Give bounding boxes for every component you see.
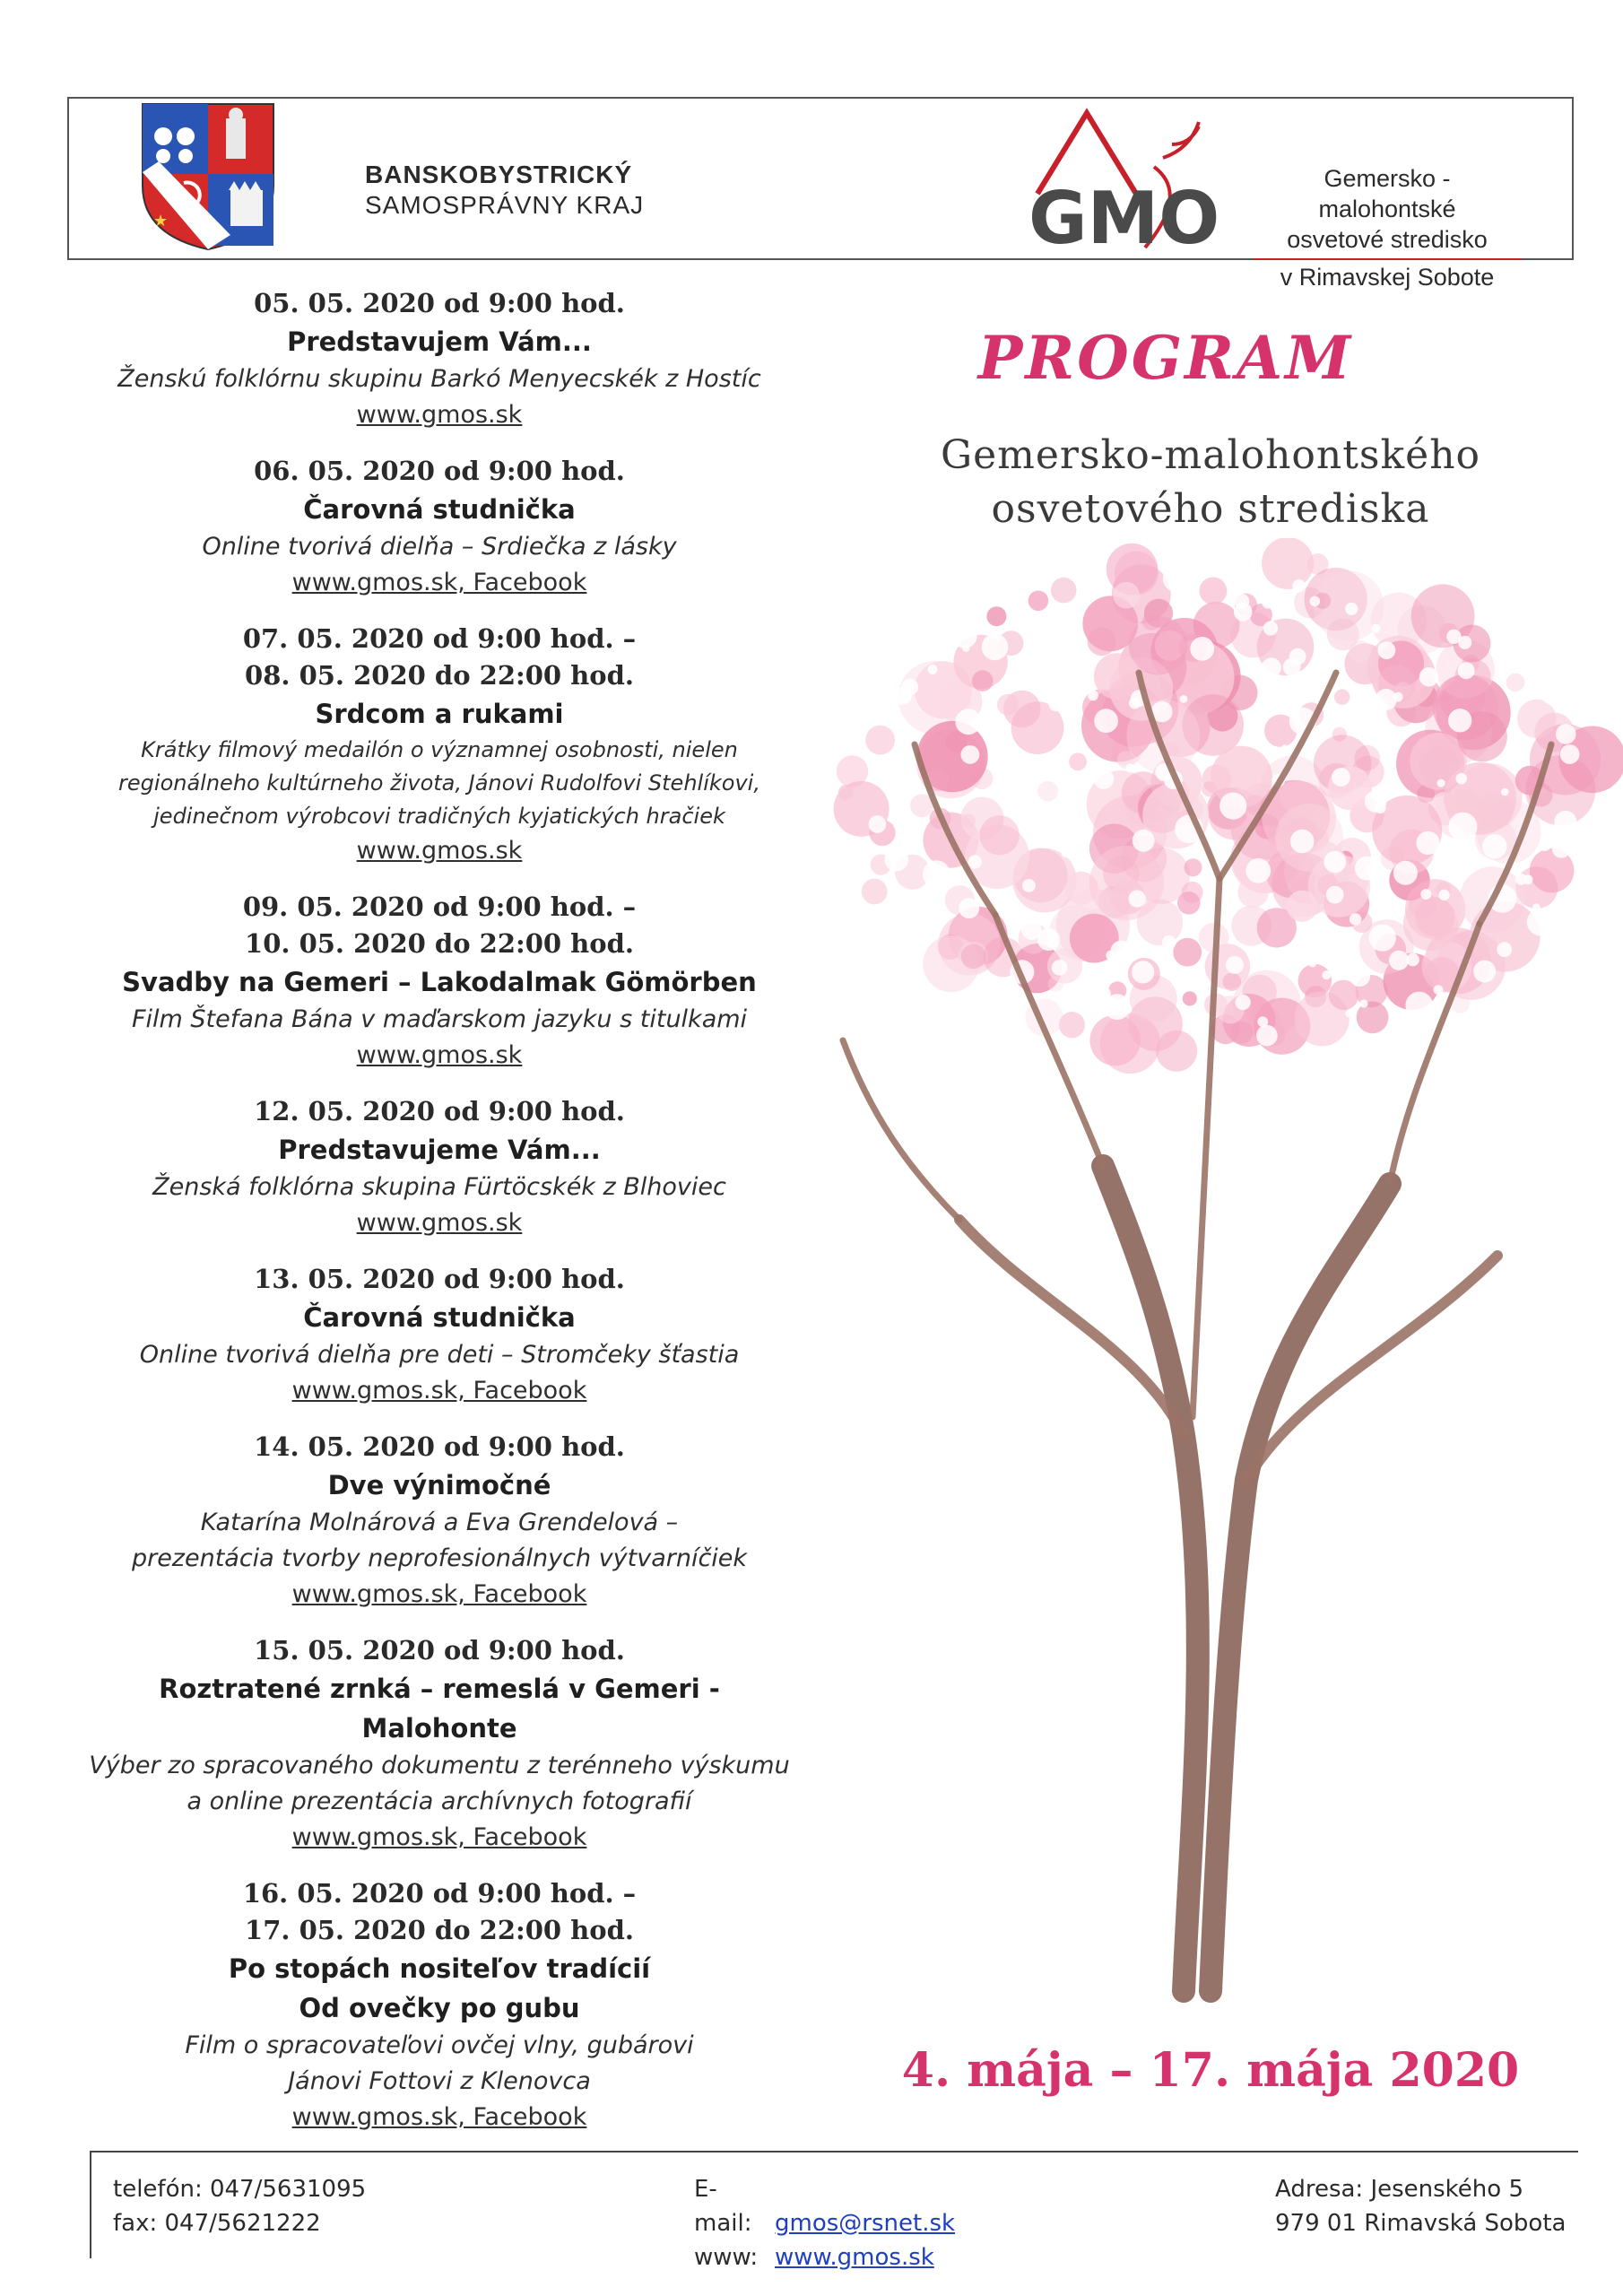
blossom-highlight bbox=[1180, 695, 1188, 703]
event-item bbox=[81, 1093, 798, 1241]
blossom-highlight bbox=[1438, 890, 1449, 900]
blossom-dot bbox=[1403, 896, 1458, 951]
blossom-highlight bbox=[1308, 960, 1316, 968]
blossom-highlight bbox=[1371, 624, 1380, 633]
event-item bbox=[81, 1429, 798, 1613]
blossom-dot bbox=[1349, 640, 1371, 663]
blossom-highlight bbox=[1292, 579, 1306, 593]
letterhead bbox=[67, 97, 1574, 291]
blossom-dot bbox=[1048, 976, 1063, 991]
blossom-dot bbox=[1028, 591, 1049, 612]
event-description: Online tvorivá dielňa pre deti – Stromčeky šťastia bbox=[139, 1341, 740, 1369]
blossom-highlight bbox=[961, 745, 980, 764]
blossom-highlight bbox=[1376, 689, 1397, 710]
blossom-highlight bbox=[1393, 861, 1418, 885]
gmo-line-1: Gemersko - malohontské bbox=[1318, 165, 1456, 222]
event-date: 05. 05. 2020 od 9:00 hod. bbox=[254, 288, 625, 318]
date-range: 4. mája – 17. mája 2020 bbox=[901, 2043, 1520, 2098]
blossom-highlight bbox=[1322, 970, 1331, 979]
event-item bbox=[81, 1261, 798, 1409]
blossom-dot bbox=[1051, 578, 1077, 604]
event-date: 07. 05. 2020 od 9:00 hod. – bbox=[242, 623, 637, 654]
event-date: 09. 05. 2020 od 9:00 hod. – bbox=[242, 891, 637, 922]
blossom-highlight bbox=[1554, 811, 1576, 833]
blossom-highlight bbox=[928, 665, 938, 674]
blossom-dot bbox=[1185, 858, 1202, 876]
blossom-dot bbox=[1069, 752, 1087, 770]
blossom-highlight bbox=[1378, 641, 1396, 659]
gmo-line-2: osvetové stredisko bbox=[1287, 226, 1488, 253]
blossom-highlight bbox=[1446, 630, 1461, 644]
subtitle-line-2: osvetového strediska bbox=[991, 486, 1430, 532]
event-date: 12. 05. 2020 od 9:00 hod. bbox=[254, 1096, 625, 1126]
blossom-dot bbox=[1177, 891, 1201, 915]
email-label: E-mail: bbox=[694, 2176, 752, 2237]
blossom-highlight bbox=[1022, 879, 1036, 892]
blossom-highlight bbox=[1556, 724, 1576, 744]
blossom-highlight bbox=[1448, 709, 1471, 732]
event-description: Film Štefana Bána v maďarskom jazyku s titulkami bbox=[131, 1005, 748, 1033]
blossom-highlight bbox=[1163, 566, 1189, 592]
event-title: Po stopách nositeľov tradícií bbox=[228, 1953, 651, 1984]
event-link[interactable]: www.gmos.sk, Facebook bbox=[291, 1823, 587, 1851]
event-date: 16. 05. 2020 od 9:00 hod. – bbox=[242, 1878, 637, 1909]
blossom-highlight bbox=[952, 623, 977, 648]
blossom-highlight bbox=[1458, 662, 1475, 679]
event-description: Krátky filmový medailón o významnej osobnosti, nielen bbox=[141, 737, 738, 762]
blossom-highlight bbox=[1405, 992, 1433, 1020]
blossom-highlight bbox=[1532, 903, 1541, 911]
event-description: Ženská folklórna skupina Fürtöcskék z Blhoviec bbox=[152, 1173, 726, 1201]
blossom-highlight bbox=[890, 791, 900, 801]
event-description: regionálneho kultúrneho života, Jánovi Rudolfovi Stehlíkovi, bbox=[118, 770, 760, 796]
blossom-highlight bbox=[1263, 621, 1278, 635]
blossom-highlight bbox=[1497, 942, 1512, 957]
footer-fax: fax: 047/5621222 bbox=[113, 2210, 321, 2237]
event-description: jedinečnom výrobcovi tradičných kyjatických hračiek bbox=[153, 804, 725, 829]
footer-web-block bbox=[694, 2172, 955, 2274]
blossom-highlight bbox=[1088, 691, 1098, 701]
blossom-highlight bbox=[1219, 793, 1246, 820]
blossom-highlight bbox=[1437, 779, 1445, 787]
blossom-highlight bbox=[1416, 831, 1439, 855]
gmo-logo-icon bbox=[1020, 104, 1235, 257]
blossom-highlight bbox=[1094, 709, 1118, 733]
event-description: Film o spracovateľovi ovčej vlny, gubárovi bbox=[185, 2031, 694, 2059]
email-link[interactable]: gmos@rsnet.sk bbox=[775, 2210, 956, 2237]
event-description: Výber zo spracovaného dokumentu z terénneho výskumu bbox=[89, 1752, 790, 1779]
blossom-highlight bbox=[1473, 961, 1496, 983]
event-item bbox=[81, 453, 798, 601]
coat-of-arms-icon bbox=[132, 100, 284, 253]
event-description: Ženskú folklórnu skupinu Barkó Menyecskék z Hostíc bbox=[117, 365, 761, 393]
event-link[interactable]: www.gmos.sk, Facebook bbox=[291, 569, 587, 596]
blossom-highlight bbox=[1369, 925, 1396, 952]
event-link[interactable]: www.gmos.sk bbox=[356, 1209, 523, 1237]
address-line-1: Adresa: Jesenského 5 bbox=[1275, 2176, 1523, 2203]
blossom-highlight bbox=[1162, 935, 1176, 950]
blossom-highlight bbox=[1419, 667, 1439, 687]
event-date: 14. 05. 2020 od 9:00 hod. bbox=[254, 1431, 625, 1462]
blossom-highlight bbox=[959, 898, 979, 918]
svg-text:★: ★ bbox=[153, 212, 169, 230]
blossom-highlight bbox=[1482, 834, 1506, 858]
blossom-dot bbox=[1113, 582, 1140, 609]
blossom-highlight bbox=[1448, 813, 1477, 841]
blossom-highlight bbox=[1281, 744, 1289, 752]
blossom-highlight bbox=[1420, 889, 1431, 900]
blossom-highlight bbox=[1129, 698, 1141, 709]
event-title: Dve výnimočné bbox=[327, 1470, 551, 1500]
blossom-highlight bbox=[1226, 956, 1244, 974]
blossom-highlight bbox=[1048, 697, 1063, 711]
blossom-dot bbox=[1173, 938, 1202, 967]
blossom-dot bbox=[1183, 991, 1197, 1005]
blossom-highlight bbox=[1355, 857, 1379, 881]
event-description: Jánovi Fottovi z Klenovca bbox=[288, 2067, 591, 2095]
contact-footer bbox=[90, 2151, 1578, 2271]
blossom-highlight bbox=[1345, 1010, 1353, 1018]
region-line-2: SAMOSPRÁVNY KRAJ bbox=[365, 191, 645, 219]
blossom-highlight bbox=[1350, 913, 1361, 925]
subtitle-line-1: Gemersko-malohontského bbox=[940, 432, 1481, 478]
blossom-dot bbox=[997, 694, 1019, 716]
blossom-highlight bbox=[1326, 886, 1344, 904]
blossom-highlight bbox=[1552, 839, 1571, 858]
event-link[interactable]: www.gmos.sk bbox=[356, 401, 523, 429]
event-date: 17. 05. 2020 do 22:00 hod. bbox=[245, 1915, 634, 1945]
blossom-dot bbox=[1287, 891, 1318, 922]
blossom-highlight bbox=[1019, 995, 1028, 1004]
event-link[interactable]: www.gmos.sk, Facebook bbox=[291, 1377, 587, 1405]
blossom-dot bbox=[972, 670, 994, 691]
blossom-highlight bbox=[1037, 928, 1060, 951]
blossom-highlight bbox=[1332, 768, 1350, 787]
gmo-logo-text: GMO bbox=[1028, 177, 1220, 257]
blossom-highlight bbox=[1125, 763, 1134, 772]
event-title: Čarovná studnička bbox=[303, 494, 576, 525]
blossom-highlight bbox=[1359, 999, 1367, 1007]
blossom-dot bbox=[1200, 578, 1228, 605]
event-description: Katarína Molnárová a Eva Grendelová – bbox=[200, 1509, 679, 1536]
event-item bbox=[81, 889, 798, 1074]
event-date: 10. 05. 2020 do 22:00 hod. bbox=[245, 928, 634, 959]
blossom-highlight bbox=[894, 687, 912, 705]
event-title: Od ovečky po gubu bbox=[299, 1993, 580, 2023]
blossom-highlight bbox=[1236, 995, 1251, 1010]
event-title: Predstavujem Vám... bbox=[287, 326, 592, 357]
www-label: www: bbox=[694, 2244, 759, 2271]
blossom-highlight bbox=[1046, 823, 1054, 831]
blossom-highlight bbox=[1234, 594, 1249, 609]
blossom-highlight bbox=[1110, 941, 1132, 962]
blossom-dot bbox=[1037, 781, 1058, 802]
blossom-highlight bbox=[1350, 966, 1370, 987]
event-date: 13. 05. 2020 od 9:00 hod. bbox=[254, 1264, 625, 1294]
blossom-highlight bbox=[1062, 849, 1071, 858]
blossom-highlight bbox=[1290, 830, 1315, 854]
blossom-dot bbox=[1223, 972, 1242, 991]
blossom-dot bbox=[1506, 674, 1525, 692]
blossom-dot bbox=[837, 755, 868, 787]
blossom-highlight bbox=[1190, 637, 1214, 661]
blossom-highlight bbox=[1501, 788, 1509, 796]
blossom-highlight bbox=[1310, 596, 1321, 607]
blossom-highlight bbox=[1539, 839, 1551, 851]
event-item bbox=[81, 1632, 798, 1856]
blossom-dot bbox=[1280, 560, 1300, 579]
blossom-highlight bbox=[1345, 603, 1358, 615]
blossom-highlight bbox=[1129, 890, 1146, 907]
event-link[interactable]: www.gmos.sk bbox=[356, 837, 523, 865]
blossom-highlight bbox=[1263, 683, 1272, 693]
event-description: prezentácia tvorby neprofesionálnych výtvarníčiek bbox=[131, 1544, 748, 1572]
blossom-dot bbox=[1477, 792, 1514, 829]
event-title: Predstavujeme Vám... bbox=[278, 1135, 601, 1165]
blossom-dot bbox=[1334, 690, 1350, 705]
www-link[interactable]: www.gmos.sk bbox=[775, 2244, 934, 2271]
blossom-dot bbox=[1089, 846, 1164, 920]
blossom-highlight bbox=[1324, 851, 1347, 874]
blossom-highlight bbox=[1016, 654, 1043, 681]
blossom-highlight bbox=[1406, 953, 1419, 967]
blossom-highlight bbox=[1262, 657, 1281, 677]
blossom-highlight bbox=[1558, 893, 1575, 911]
blossom-highlight bbox=[1132, 961, 1154, 983]
program-subtitle bbox=[888, 429, 1533, 536]
event-date: 15. 05. 2020 od 9:00 hod. bbox=[254, 1635, 625, 1665]
event-link[interactable]: www.gmos.sk, Facebook bbox=[291, 2103, 587, 2131]
blossom-dot bbox=[1517, 700, 1556, 738]
blossom-highlight bbox=[1541, 683, 1564, 706]
blossom-highlight bbox=[1094, 769, 1115, 789]
event-date: 08. 05. 2020 do 22:00 hod. bbox=[245, 660, 634, 691]
blossom-highlight bbox=[1265, 951, 1281, 967]
region-line-1: BANSKOBYSTRICKÝ bbox=[365, 161, 633, 188]
blossom-highlight bbox=[1096, 987, 1111, 1002]
blossom-tree-illustration bbox=[762, 538, 1623, 2009]
address-line-2: 979 01 Rimavská Sobota bbox=[1275, 2210, 1567, 2237]
event-title: Srdcom a rukami bbox=[315, 699, 564, 729]
event-link[interactable]: www.gmos.sk bbox=[356, 1041, 523, 1069]
blossom-highlight bbox=[923, 860, 950, 888]
event-description: Online tvorivá dielňa – Srdiečka z lásky bbox=[202, 533, 677, 561]
blossom-highlight bbox=[1456, 773, 1468, 785]
blossom-highlight bbox=[1527, 909, 1555, 936]
blossom-highlight bbox=[1185, 561, 1202, 578]
blossom-highlight bbox=[1283, 658, 1301, 676]
blossom-highlight bbox=[968, 855, 982, 868]
blossom-highlight bbox=[884, 848, 908, 872]
blossom-highlight bbox=[955, 709, 981, 735]
blossom-highlight bbox=[1389, 951, 1409, 970]
event-title: Svadby na Gemeri – Lakodalmak Gömörben bbox=[122, 967, 757, 997]
event-list bbox=[81, 285, 798, 2155]
program-title: PROGRAM bbox=[977, 323, 1354, 393]
blossom-highlight bbox=[1375, 803, 1385, 813]
event-date: 06. 05. 2020 od 9:00 hod. bbox=[254, 456, 625, 486]
event-title: Roztratené zrnká – remeslá v Gemeri - Malohonte bbox=[159, 1674, 720, 1744]
blossom-highlight bbox=[1133, 830, 1155, 852]
blossom-highlight bbox=[1434, 985, 1444, 995]
region-name bbox=[365, 160, 644, 221]
event-item bbox=[81, 1875, 798, 2135]
blossom-highlight bbox=[1245, 858, 1271, 883]
blossom-dot bbox=[1230, 1022, 1253, 1044]
footer-address-block bbox=[1275, 2172, 1566, 2240]
event-description: a online prezentácia archívnych fotografií bbox=[187, 1787, 692, 1815]
blossom-highlight bbox=[1262, 596, 1274, 608]
blossom-highlight bbox=[869, 815, 887, 833]
blossom-highlight bbox=[1028, 620, 1056, 648]
tree-branch bbox=[843, 1040, 959, 1220]
gmo-name bbox=[1253, 163, 1522, 292]
blossom-dot bbox=[979, 815, 1019, 855]
blossom-highlight bbox=[1195, 1036, 1206, 1047]
blossom-highlight bbox=[1560, 744, 1580, 764]
event-title: Čarovná studnička bbox=[303, 1302, 576, 1333]
gmo-line-3: v Rimavskej Sobote bbox=[1253, 258, 1522, 292]
blossom-highlight bbox=[1052, 960, 1068, 976]
blossom-dot bbox=[865, 726, 895, 755]
blossom-dot bbox=[986, 606, 1006, 626]
tree-branch bbox=[1211, 1184, 1390, 1991]
blossom-highlight bbox=[1515, 874, 1527, 885]
blossom-dot bbox=[1156, 1031, 1197, 1072]
tree-branch bbox=[1103, 1166, 1198, 1991]
blossom-highlight bbox=[982, 634, 1009, 661]
footer-phone: telefón: 047/5631095 bbox=[113, 2176, 367, 2203]
blossom-highlight bbox=[1256, 1025, 1278, 1047]
event-link[interactable]: www.gmos.sk, Facebook bbox=[291, 1580, 587, 1608]
blossom-dot bbox=[862, 879, 888, 905]
event-item bbox=[81, 285, 798, 433]
footer-phone-block bbox=[113, 2172, 366, 2240]
event-item bbox=[81, 621, 798, 869]
